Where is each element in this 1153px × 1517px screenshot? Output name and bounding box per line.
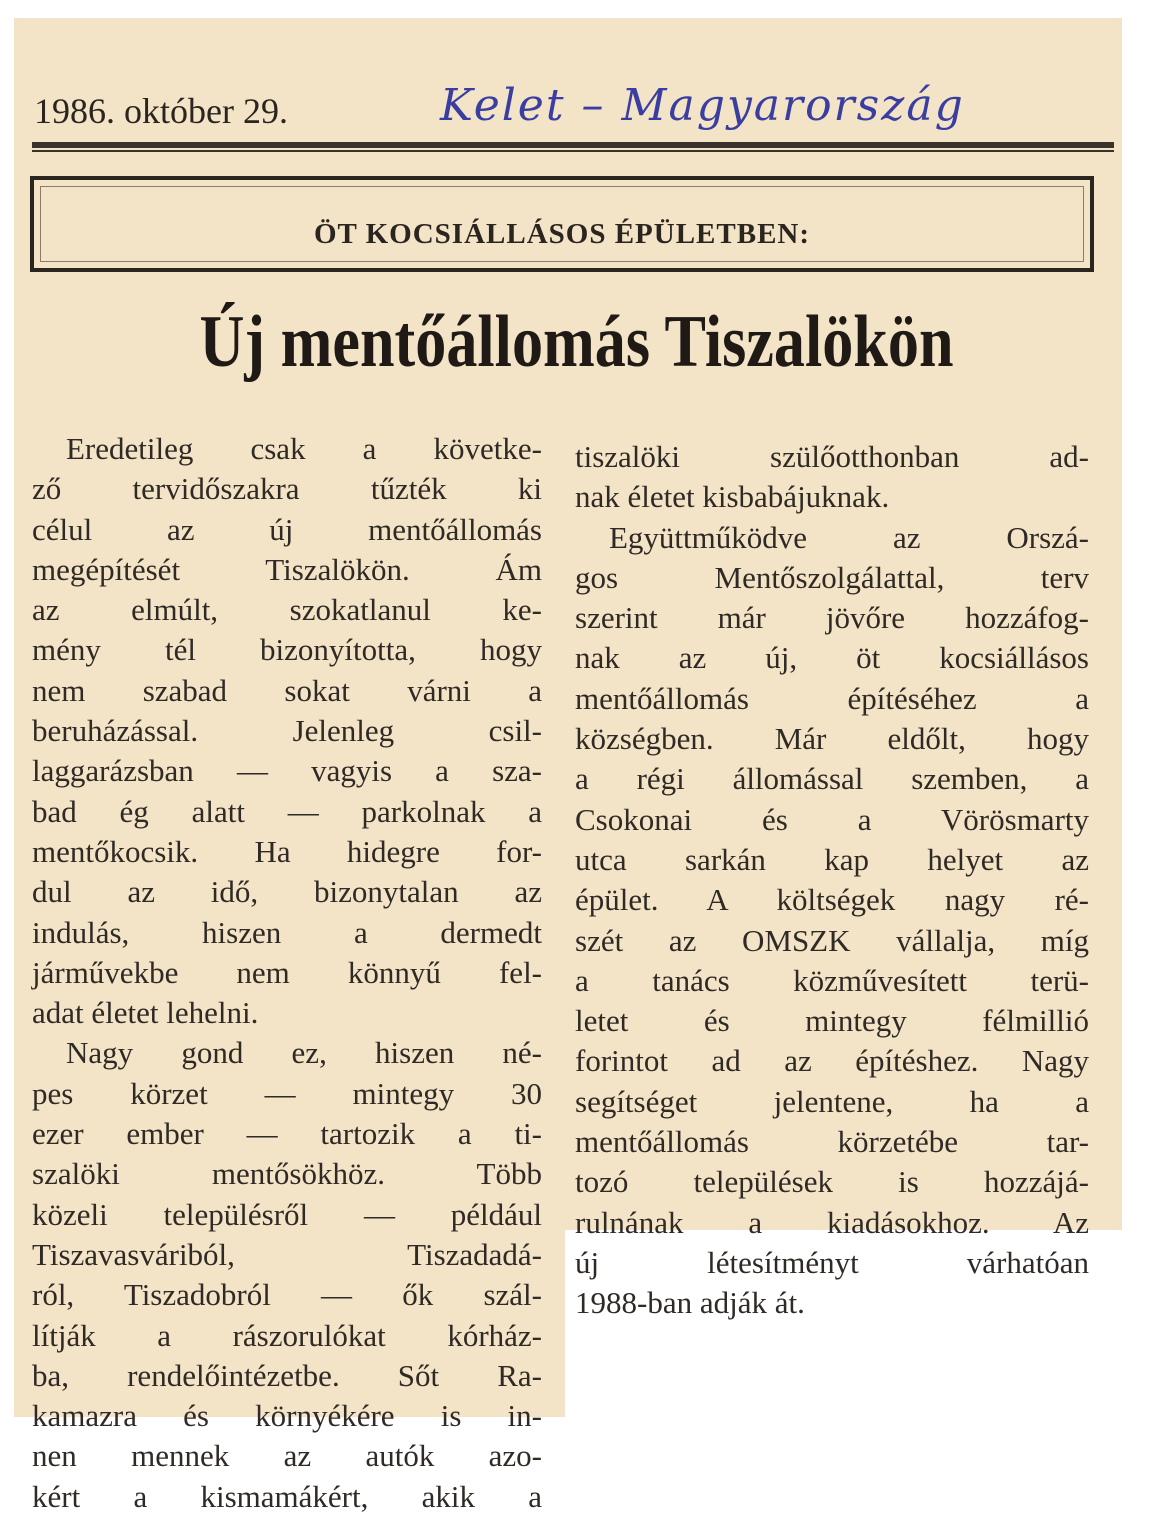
article-line: mény tél bizonyította, hogy <box>32 632 542 668</box>
article-column-left <box>32 429 542 1517</box>
article-line: Csokonai és a Vörösmarty <box>575 801 1089 837</box>
article-line: letet és mintegy félmillió <box>575 1003 1089 1039</box>
article-line: szalöki mentősökhöz. Több <box>32 1156 542 1192</box>
article-line: Eredetileg csak a követke- <box>66 431 542 466</box>
article-line: 1988-ban adják át. <box>575 1285 805 1321</box>
article-line: a tanács közművesített terü- <box>575 962 1089 998</box>
article-line: célul az új mentőállomás <box>32 511 542 547</box>
headline: Új mentőállomás Tiszalökön <box>199 301 954 383</box>
article-line: közeli településről — például <box>32 1196 542 1232</box>
article-line: szét az OMSZK vállalja, míg <box>575 922 1089 958</box>
article-line: Nagy gond ez, hiszen né- <box>66 1035 542 1071</box>
article-line: bad ég alatt — parkolnak a <box>32 793 542 829</box>
article-line: nak életet kisbabájuknak. <box>575 479 890 515</box>
article-line: forintot ad az építéshez. Nagy <box>575 1043 1089 1079</box>
article-line: adat életet lehelni. <box>32 995 259 1031</box>
article-line: kamazra és környékére is in- <box>32 1398 542 1434</box>
article-line: tozó települések is hozzájá- <box>575 1164 1089 1200</box>
article-line: laggarázsban — vagyis a sza- <box>32 753 542 789</box>
article-line: ba, rendelőintézetbe. Sőt Ra- <box>32 1357 542 1393</box>
article-line: rulnának a kiadásokhoz. Az <box>575 1204 1089 1240</box>
article-line: pes körzet — mintegy 30 <box>32 1075 542 1111</box>
kicker-box <box>30 176 1094 272</box>
article-line: lítják a rászorulókat kórház- <box>32 1317 542 1353</box>
article-line: tiszalöki szülőotthonban ad- <box>575 439 1089 474</box>
header-rule-thin <box>32 150 1114 152</box>
header-rule <box>32 142 1114 148</box>
article-line: községben. Már eldőlt, hogy <box>575 721 1089 757</box>
article-line: dul az idő, bizonytalan az <box>32 874 542 910</box>
article-line: segítséget jelentene, ha a <box>575 1083 1089 1119</box>
article-column-right <box>575 437 1089 1324</box>
article-line: járművekbe nem könnyű fel- <box>32 954 542 990</box>
article-line: új létesítményt várhatóan <box>575 1244 1089 1280</box>
article-line: gos Mentőszolgálattal, terv <box>575 559 1089 595</box>
article-line: ezer ember — tartozik a ti- <box>32 1116 542 1152</box>
article-line: mentőkocsik. Ha hidegre for- <box>32 833 542 869</box>
kicker: ÖT KOCSIÁLLÁSOS ÉPÜLETBEN: <box>313 218 811 250</box>
article-line: a régi állomással szemben, a <box>575 761 1089 797</box>
article-line: kért a kismamákért, akik a <box>32 1478 542 1514</box>
article-line: épület. A költségek nagy ré- <box>575 882 1089 918</box>
handwritten-source-note: Kelet – Magyarország <box>440 80 965 131</box>
article-line: ző tervidőszakra tűzték ki <box>32 471 542 507</box>
article-line: beruházással. Jelenleg csil- <box>32 713 542 749</box>
article-line: ról, Tiszadobról — ők szál- <box>32 1277 542 1313</box>
article-line: nen mennek az autók azo- <box>32 1438 542 1474</box>
article-line: mentőállomás körzetébe tar- <box>575 1124 1089 1160</box>
article-line: indulás, hiszen a dermedt <box>32 914 542 950</box>
article-line: az elmúlt, szokatlanul ke- <box>32 592 542 628</box>
article-line: szerint már jövőre hozzáfog- <box>575 600 1089 636</box>
article-line: megépítését Tiszalökön. Ám <box>32 551 542 587</box>
article-line: nem szabad sokat várni a <box>32 672 542 708</box>
article-line: mentőállomás építéséhez a <box>575 680 1089 716</box>
article-line: utca sarkán kap helyet az <box>575 841 1089 877</box>
dateline: 1986. október 29. <box>34 91 288 131</box>
article-line: Tiszavasváriból, Tiszadadá- <box>32 1236 542 1272</box>
article-line: Együttműködve az Orszá- <box>609 519 1089 555</box>
article-line: nak az új, öt kocsiállásos <box>575 640 1089 676</box>
